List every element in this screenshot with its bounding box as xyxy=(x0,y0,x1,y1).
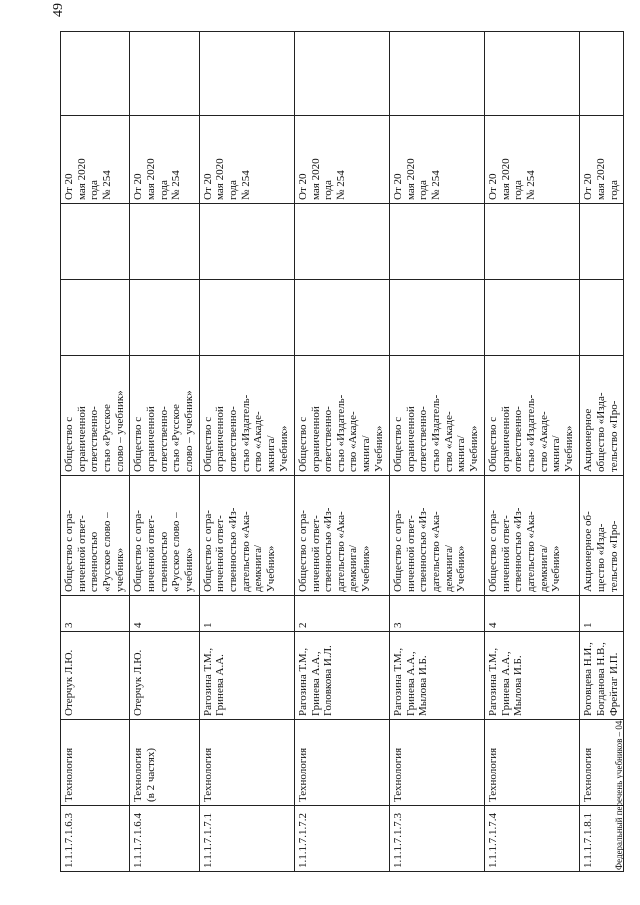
empty-cell xyxy=(199,204,294,280)
grade-cell: 3 xyxy=(61,596,130,632)
empty-cell xyxy=(294,280,389,356)
empty-cell xyxy=(390,32,485,116)
publisher-cell: Общество с огра- ниченной ответ- ственностью «Из- дательство «Ака- демкнига/ Учебник» xyxy=(390,476,485,596)
order-cell: От 20 мая 2020 года № 254 xyxy=(199,116,294,204)
publisher-cell: Общество с огра- ниченной ответ- ственностью «Русское слово – учебник» xyxy=(61,476,130,596)
authors-cell: Роговцева Н.И., Богданова Н.В., Фрейтаг И.П. xyxy=(580,632,624,720)
table-row xyxy=(130,32,199,872)
grade-cell: 2 xyxy=(294,596,389,632)
authors-cell: Рагозина Т.М., Гринева А.А., Мылова И.Б. xyxy=(485,632,580,720)
code-cell: 1.1.1.7.1.8.1 xyxy=(580,806,624,872)
empty-cell xyxy=(580,204,624,280)
table-row xyxy=(199,32,294,872)
authors-cell: Рагозина Т.М., Гринева А.А., Головкова И.Л. xyxy=(294,632,389,720)
grade-cell: 3 xyxy=(390,596,485,632)
publisher-cell: Общество с огра- ниченной ответ- ственностью «Из- дательство «Ака- демкнига/ Учебник» xyxy=(294,476,389,596)
code-cell: 1.1.1.7.1.6.3 xyxy=(61,806,130,872)
authors-cell: Отерчук Л.Ю. xyxy=(130,632,199,720)
subject-cell: Технология (в 2 частях) xyxy=(130,720,199,806)
empty-cell xyxy=(199,32,294,116)
empty-cell xyxy=(294,204,389,280)
order-cell: От 20 мая 2020 года № 254 xyxy=(294,116,389,204)
table-row xyxy=(485,32,580,872)
order-cell: От 20 мая 2020 года № 254 xyxy=(130,116,199,204)
empty-cell xyxy=(485,32,580,116)
page-number: 49 xyxy=(51,3,66,17)
code-cell: 1.1.1.7.1.7.3 xyxy=(390,806,485,872)
rotated-table-container xyxy=(60,32,624,872)
subject-cell: Технология xyxy=(580,720,624,806)
organization-cell: Акционерное общество «Изда- тельство «Про- xyxy=(580,356,624,476)
order-cell: От 20 мая 2020 года № 254 xyxy=(61,116,130,204)
empty-cell xyxy=(61,32,130,116)
grade-cell: 1 xyxy=(580,596,624,632)
publisher-cell: Акционерное об- щество «Изда- тельство «Про- xyxy=(580,476,624,596)
subject-cell: Технология xyxy=(485,720,580,806)
organization-cell: Общество с ограниченной ответственно- стью «Русское слово – учебник» xyxy=(61,356,130,476)
empty-cell xyxy=(485,204,580,280)
table-row xyxy=(61,32,130,872)
table-row xyxy=(390,32,485,872)
table-body xyxy=(61,32,624,872)
table-row xyxy=(294,32,389,872)
code-cell: 1.1.1.7.1.7.1 xyxy=(199,806,294,872)
publisher-cell: Общество с огра- ниченной ответ- ственностью «Из- дательство «Ака- демкнига/ Учебник» xyxy=(199,476,294,596)
footer-text: Федеральный перечень учебников – 04 xyxy=(614,720,624,870)
publisher-cell: Общество с огра- ниченной ответ- ственностью «Из- дательство «Ака- демкнига/ Учебник» xyxy=(485,476,580,596)
order-cell: От 20 мая 2020 года № 254 xyxy=(390,116,485,204)
empty-cell xyxy=(199,280,294,356)
empty-cell xyxy=(390,280,485,356)
organization-cell: Общество с ограниченной ответственно- стью «Издатель- ство «Акаде- мкнига/ Учебник» xyxy=(485,356,580,476)
empty-cell xyxy=(61,280,130,356)
grade-cell: 4 xyxy=(130,596,199,632)
grade-cell: 1 xyxy=(199,596,294,632)
authors-cell: Отерчук Л.Ю. xyxy=(61,632,130,720)
authors-cell: Рагозина Т.М., Гринева А.А. xyxy=(199,632,294,720)
grade-cell: 4 xyxy=(485,596,580,632)
order-cell: От 20 мая 2020 года xyxy=(580,116,624,204)
empty-cell xyxy=(130,32,199,116)
empty-cell xyxy=(580,280,624,356)
textbook-list-table xyxy=(60,31,624,872)
empty-cell xyxy=(294,32,389,116)
empty-cell xyxy=(580,32,624,116)
empty-cell xyxy=(485,280,580,356)
subject-cell: Технология xyxy=(61,720,130,806)
empty-cell xyxy=(130,280,199,356)
authors-cell: Рагозина Т.М., Гринева А.А., Мылова И.Б. xyxy=(390,632,485,720)
organization-cell: Общество с ограниченной ответственно- стью «Русское слово – учебник» xyxy=(130,356,199,476)
empty-cell xyxy=(61,204,130,280)
empty-cell xyxy=(130,204,199,280)
code-cell: 1.1.1.7.1.7.4 xyxy=(485,806,580,872)
subject-cell: Технология xyxy=(199,720,294,806)
code-cell: 1.1.1.7.1.7.2 xyxy=(294,806,389,872)
subject-cell: Технология xyxy=(294,720,389,806)
subject-cell: Технология xyxy=(390,720,485,806)
order-cell: От 20 мая 2020 года № 254 xyxy=(485,116,580,204)
code-cell: 1.1.1.7.1.6.4 xyxy=(130,806,199,872)
publisher-cell: Общество с огра- ниченной ответ- ственностью «Русское слово – учебник» xyxy=(130,476,199,596)
organization-cell: Общество с ограниченной ответственно- стью «Издатель- ство «Акаде- мкнига/ Учебник» xyxy=(390,356,485,476)
organization-cell: Общество с ограниченной ответственно- стью «Издатель- ство «Акаде- мкнига/ Учебник» xyxy=(199,356,294,476)
empty-cell xyxy=(390,204,485,280)
organization-cell: Общество с ограниченной ответственно- стью «Издатель- ство «Акаде- мкнига/ Учебник» xyxy=(294,356,389,476)
